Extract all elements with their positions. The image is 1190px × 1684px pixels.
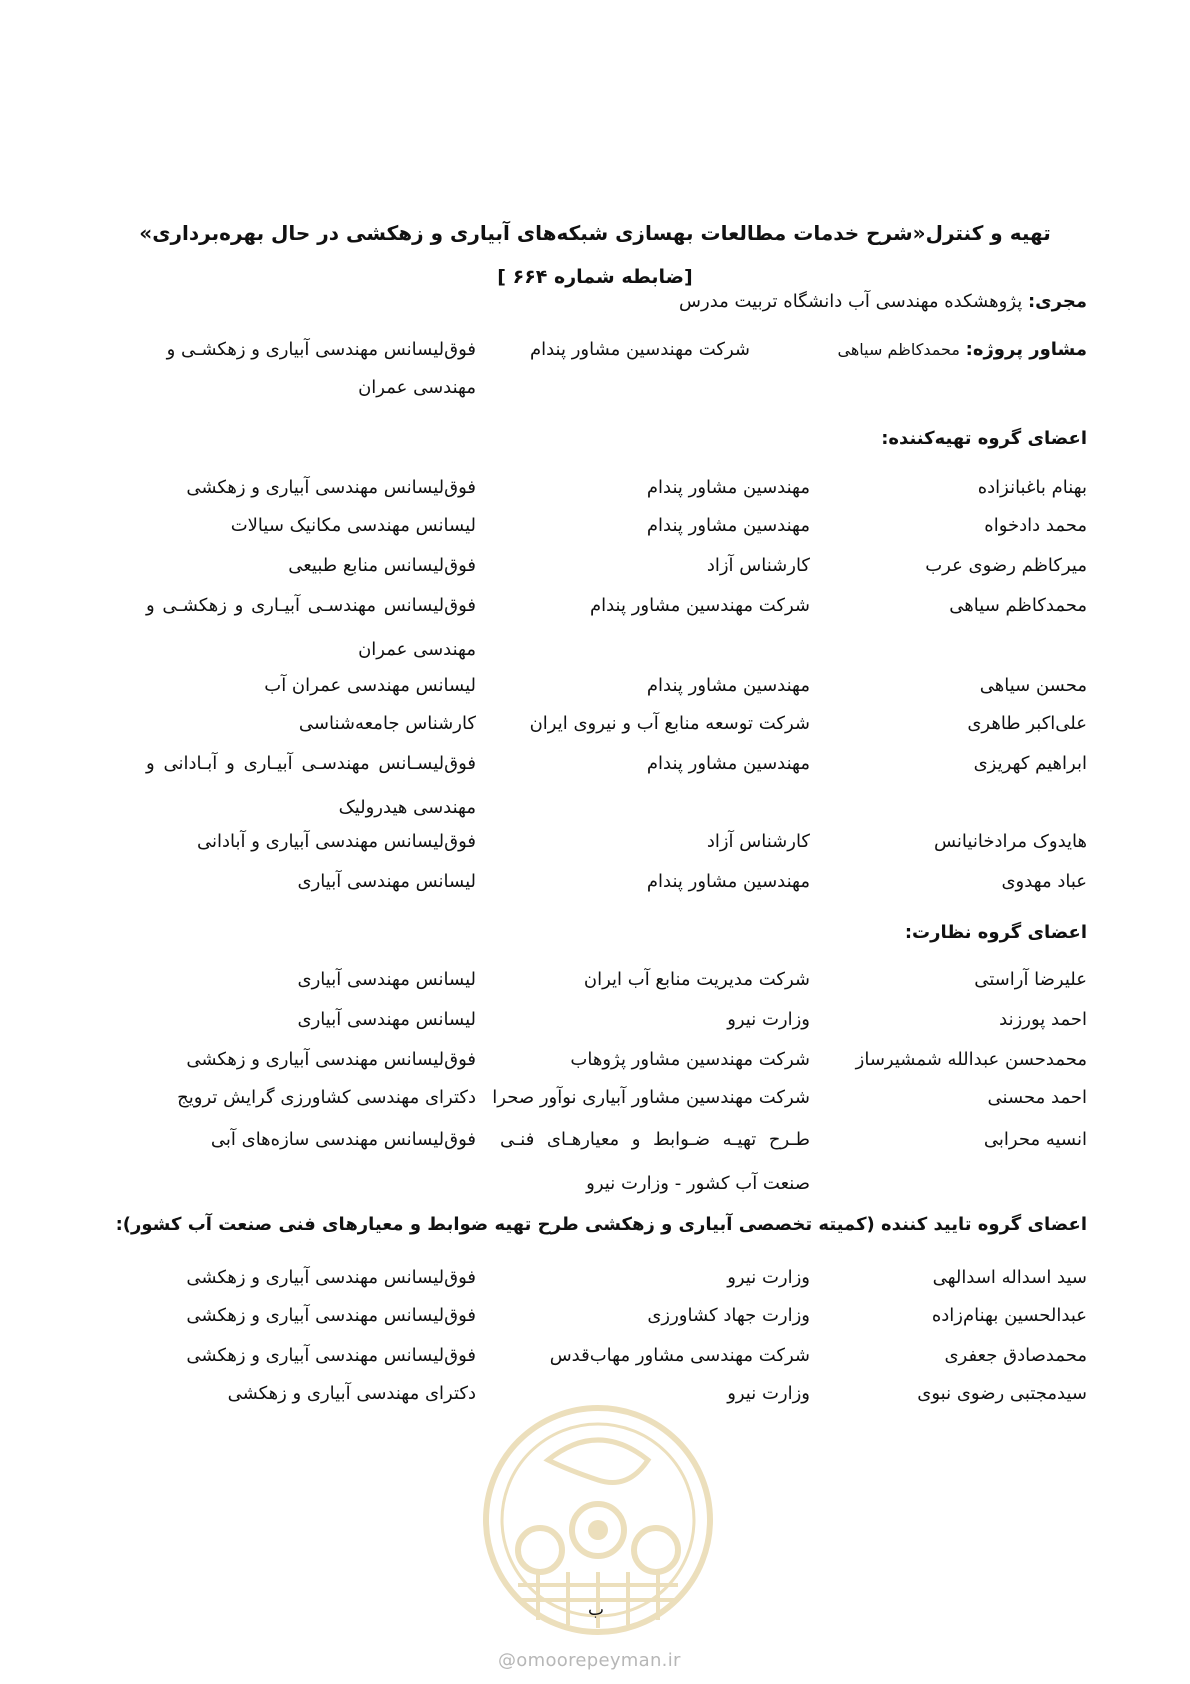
member-name: هایدوک مرادخانیانس: [933, 831, 1087, 852]
member-degree: لیسانس مهندسی مکانیک سیالات: [230, 515, 476, 536]
advisor-org: شرکت مهندسین مشاور پندام: [529, 339, 750, 360]
advisor-degree-line2: مهندسی عمران: [358, 377, 476, 398]
member-org: مهندسین مشاور پندام: [646, 871, 810, 892]
member-org: شرکت توسعه منابع آب و نیروی ایران: [529, 713, 810, 734]
executor-line: [679, 288, 1087, 316]
member-name: محمدکاظم سیاهی: [949, 595, 1087, 616]
member-name: علی‌اکبر طاهری: [967, 713, 1087, 734]
member-name: محمد دادخواه: [984, 515, 1087, 536]
executor-label: مجری:: [1027, 291, 1087, 312]
member-org: وزارت نیرو: [727, 1009, 810, 1030]
member-degree: فوق‌لیسانس منابع طبیعی: [288, 555, 476, 576]
approvers-heading: اعضای گروه تایید کننده (کمیته تخصصی آبیاری و زهکشی طرح تهیه ضوابط و معیارهای فنی صنعت آب کشور):: [115, 1214, 1087, 1235]
member-org: طـرح تهیـه ضـوابط و معیارهـای فنـی صنعت آب کشور - وزارت نیرو: [500, 1129, 810, 1194]
member-org: وزارت جهاد کشاورزی: [647, 1305, 810, 1326]
advisor-name: محمدکاظم سیاهی: [837, 340, 960, 359]
member-name: بهنام باغبانزاده: [977, 477, 1087, 498]
member-degree: دکترای مهندسی آبیاری و زهکشی: [227, 1383, 476, 1404]
member-org: شرکت مهندسین مشاور پندام: [589, 595, 810, 616]
standard-number: [ضابطه شماره ۶۶۴ ]: [497, 266, 693, 288]
preparers-heading: اعضای گروه تهیه‌کننده:: [881, 428, 1087, 449]
member-name: عبدالحسین بهنام‌زاده: [931, 1305, 1087, 1326]
member-org: شرکت مهندسی مشاور مهاب‌قدس: [549, 1345, 810, 1366]
member-org: کارشناس آزاد: [706, 831, 810, 852]
member-degree: لیسانس مهندسی آبیاری: [297, 969, 476, 990]
member-name: احمد پورزند: [999, 1009, 1087, 1030]
member-org: کارشناس آزاد: [706, 555, 810, 576]
member-name: سیدمجتبی رضوی نبوی: [917, 1383, 1087, 1404]
member-org: مهندسین مشاور پندام: [646, 753, 810, 774]
member-degree: لیسانس مهندسی آبیاری: [297, 871, 476, 892]
member-degree: فوق‌لیسانس مهندسی سازه‌های آبی: [210, 1129, 476, 1150]
member-name: میرکاظم رضوی عرب: [925, 555, 1087, 576]
member-degree: لیسانس مهندسی آبیاری: [297, 1009, 476, 1030]
member-degree: فوق‌لیسانس مهندسی آبیاری و زهکشی: [186, 477, 476, 498]
member-org: شرکت مهندسین مشاور آبیاری نوآور صحرا: [492, 1087, 810, 1108]
member-org: وزارت نیرو: [727, 1383, 810, 1404]
member-degree: فوق‌لیسانس مهندسی آبیاری و زهکشی: [186, 1267, 476, 1288]
supervisors-heading: اعضای گروه نظارت:: [904, 922, 1087, 943]
member-org: مهندسین مشاور پندام: [646, 675, 810, 696]
member-name: احمد محسنی: [987, 1087, 1087, 1108]
member-org: شرکت مهندسین مشاور پژوهاب: [570, 1049, 810, 1070]
member-degree: دکترای مهندسی کشاورزی گرایش ترویج: [177, 1087, 476, 1108]
advisor-name-cell: [787, 336, 1087, 364]
member-degree: فوق‌لیسانس مهندسی آبیاری و زهکشی: [186, 1345, 476, 1366]
footer-website: @omoorepeyman.ir: [498, 1650, 681, 1671]
member-org: مهندسین مشاور پندام: [646, 477, 810, 498]
member-name: محمدصادق جعفری: [944, 1345, 1087, 1366]
member-degree: فوق‌لیسـانس مهندسـی آبیـاری و آبـادانی و مهندسی هیدرولیک: [146, 753, 476, 818]
member-org: وزارت نیرو: [727, 1267, 810, 1288]
member-name: محمدحسن عبدالله شمشیرساز: [855, 1049, 1087, 1070]
member-name: محسن سیاهی: [979, 675, 1087, 696]
member-degree: فوق‌لیسانس مهندسی آبیاری و آبادانی: [197, 831, 476, 852]
member-name: سید اسداله اسدالهی: [932, 1267, 1087, 1288]
member-name: عباد مهدوی: [1001, 871, 1087, 892]
page-letter: ب: [588, 1600, 605, 1620]
member-degree: لیسانس مهندسی عمران آب: [264, 675, 476, 696]
advisor-label: مشاور پروژه:: [965, 339, 1087, 360]
member-org: شرکت مدیریت منابع آب ایران: [583, 969, 810, 990]
advisor-degree-line1: فوق‌لیسانس مهندسی آبیاری و زهکشـی و: [166, 339, 476, 360]
member-degree: فوق‌لیسانس مهندسـی آبیـاری و زهکشـی و مهندسی عمران: [146, 595, 476, 660]
member-degree: کارشناس جامعه‌شناسی: [298, 713, 476, 734]
page-title: تهیه و کنترل«شرح خدمات مطالعات بهسازی شبکه‌های آبیاری و زهکشی در حال بهره‌برداری»: [139, 221, 1051, 245]
member-degree: فوق‌لیسانس مهندسی آبیاری و زهکشی: [186, 1049, 476, 1070]
executor-value: پژوهشکده مهندسی آب دانشگاه تربیت مدرس: [679, 291, 1023, 312]
member-name: انسیه محرابی: [983, 1129, 1087, 1150]
member-org: مهندسین مشاور پندام: [646, 515, 810, 536]
member-degree: فوق‌لیسانس مهندسی آبیاری و زهکشی: [186, 1305, 476, 1326]
member-name: علیرضا آراستی: [974, 969, 1087, 990]
member-name: ابراهیم کهریزی: [973, 753, 1087, 774]
